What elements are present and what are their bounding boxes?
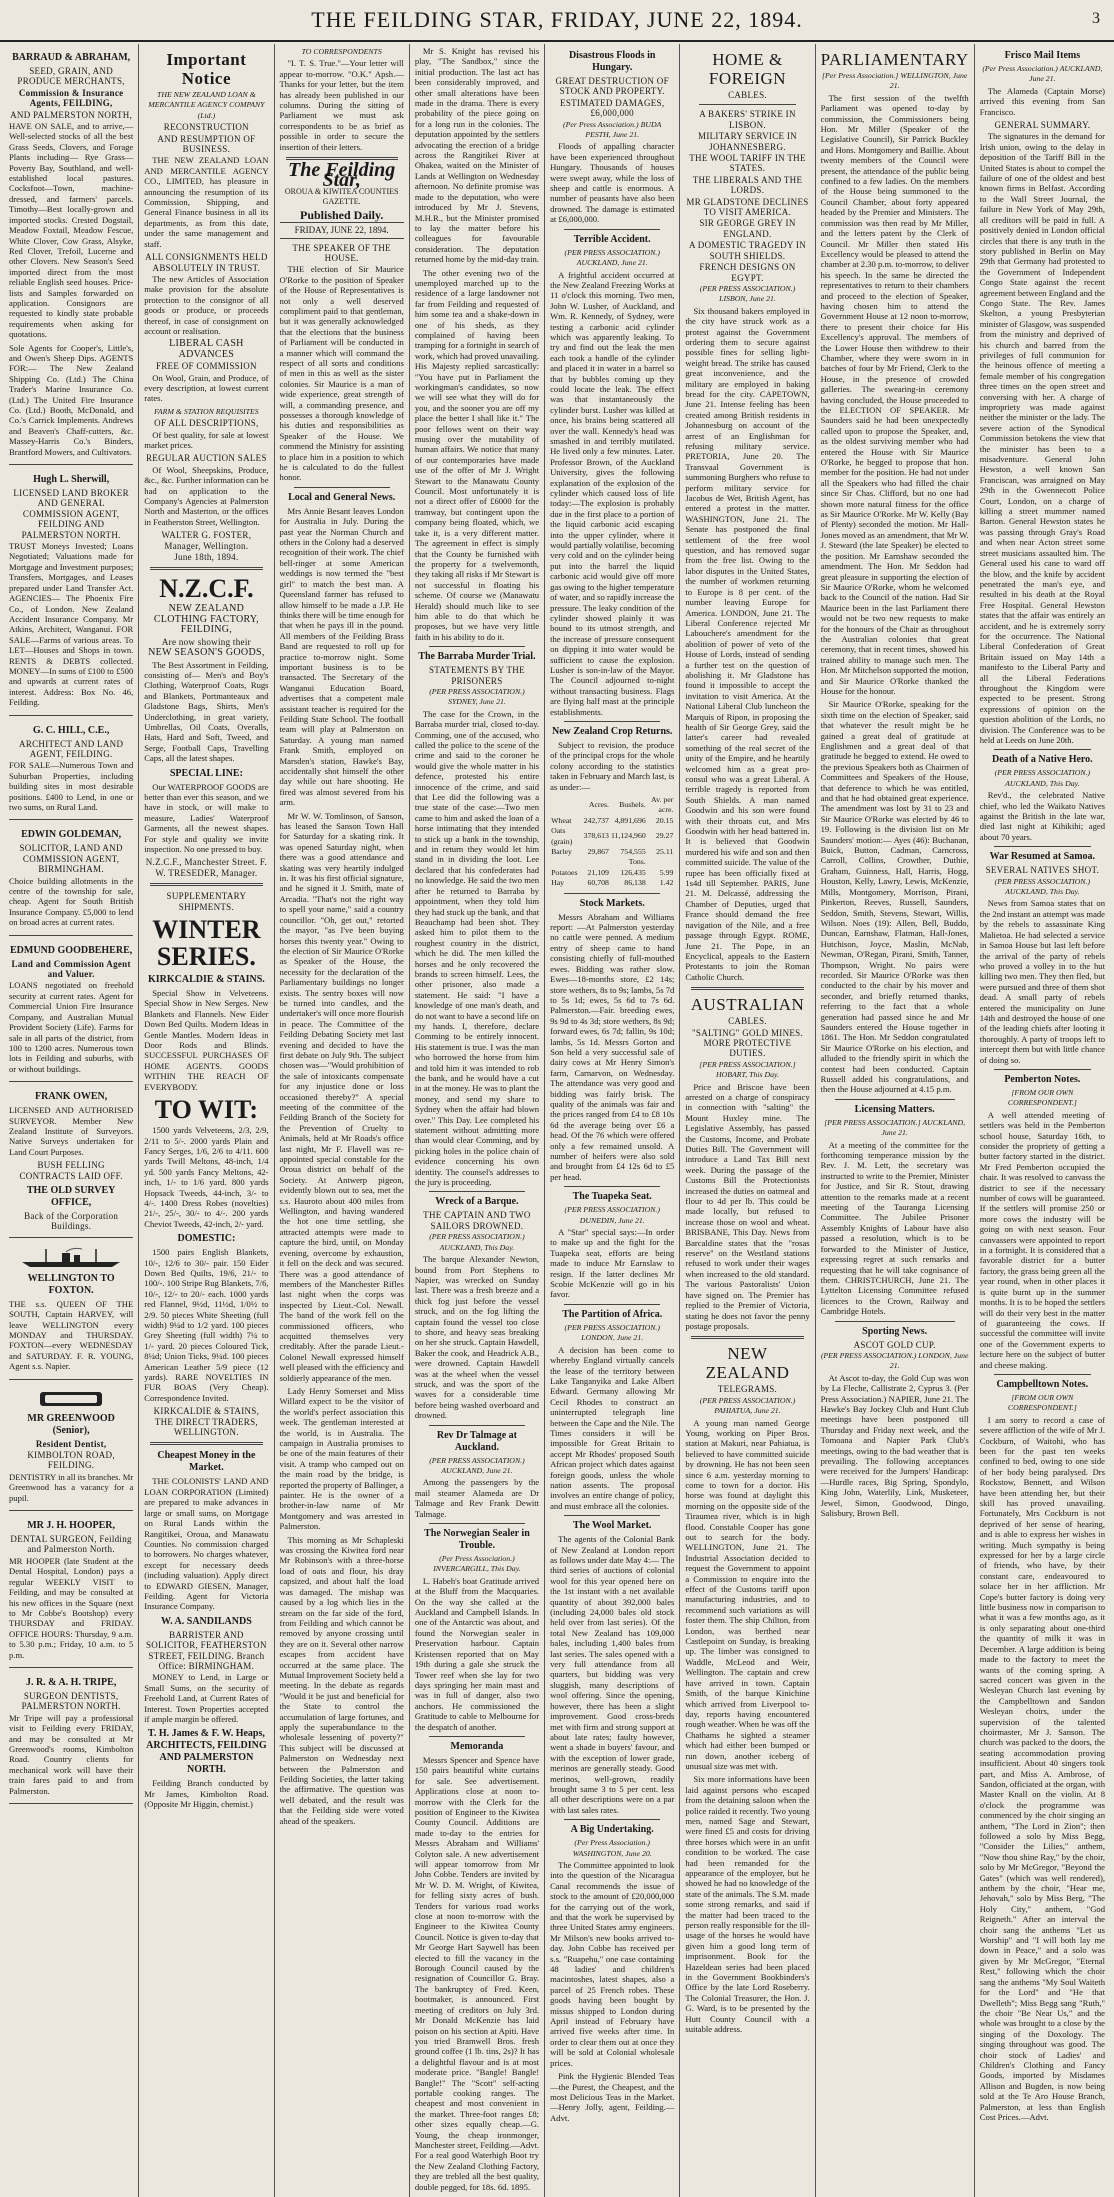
divider [835, 1099, 955, 1100]
pemberton-heading: Pemberton Notes. [1004, 1073, 1081, 1085]
ad-heading: Hugh L. Sherwill, [33, 474, 110, 486]
column-8 [975, 44, 1110, 2197]
divider [564, 1515, 660, 1516]
nz-sub: TELEGRAMS. [717, 1384, 778, 1395]
native-text: Rev'd., the celebrated Native chief, who led the Waikato Natives against the British in the late war, died last night at Kihikihi; aged about 70 years. [979, 790, 1105, 842]
divider [699, 104, 795, 105]
campbelltown-heading: Campbelltown Notes. [996, 1378, 1089, 1390]
press-tag: (PER PRESS ASSOCIATION.) DUNEDIN, June 21. [564, 1205, 660, 1225]
notice-text: The new Articles of Association make provision for the absolute protection to the consignor of all goods or produce, or proceeds thereof, in case of consignment on account or realisation. [144, 273, 269, 336]
notice-sub: AND RESUMPTION OF BUSINESS. [157, 133, 256, 155]
special-text: Our WATERPROOF GOODS are better than ever this season, and we have in stock, or will make to measure, Ladies' Waterproof Garments, all the newest shapes. For style and quality we invite inspection. No one pressed to buy. [144, 781, 269, 854]
summary-text: The signatures in the demand for Irish union, owing to the delay in deposition of the Tariff Bill in the United States is about to compel the failure of one of the oldest and best known firms in Belfast. According to the Wall Street Journal, the failure in New York of May 29th, all creditors will be paid in full. A positively denied in London official circles that there is any truth in the story published in Berlin on May 29th that Germany had protested to the Government of Independent Congo State against the recent agreement between England and the Congo State. The Rev. James Skelton, a young Presbyterian minister of Glasgow, was suspended from the ministry and deprived of his church and barred from the privileges of full communion for the heinous offence of meeting a female member of his congregation three times on the open street and conversing with her. A charge of impropriety was made against neither the minister or the lady. The severe action of the Synodical Commission betokens the view that the minister has been to a misadventure. General John Hewston, a well known San Franciscan, was arraigned on May 29th in the Gwennecott Police Court, London, on a charge of killing a street mummer named Barton. General Hewston states he was passing through Gray's Road and when near Acton street some street musicians assaulted him. The General used his cane to ward off the blow, and the knife by accident penetrated the man's eye, and resulted in his death at the Royal Free Hospital. General Hewston states that the affair was entirely an accident, and he is extremely sorry for the occurrence. The National Liberal Confederation of Great Britain issued on May 14th a manifesto to the Liberal Party and all the Liberal Federations throughout the Kingdom were expected to be present. Strong expressions of opinion on the question abolition of the Lords, no division. The Conference was to be held at Leeds on June 20th. [979, 131, 1105, 745]
ad-subheading: Commission & Insurance Agents, FEILDING, [18, 87, 124, 109]
divider [564, 721, 660, 722]
crop-cell: 21,109 [587, 867, 609, 877]
nz-text: A young man named George Young, working on Piper Bros. station at Makuri, near Pahiatua, is believed to have committed suicide by drowning. He has not been seen since 6 a.m. yesterday morning to come to town for a doctor. His horse was found at daylight this morning on the opposite side of the Tiraumea river, which is in high flood. Constable Cooper has gone out to search for the body. WELLINGTON, June 21. The Industrial Association decided to request the Government to appoint a Commission to enquire into the effect of the Customs tariff upon manufacturing industries, and to recommend such variations as will foster them. The ship Chilton, from London, was berthed near Castlepoint on Sunday, is breaking up. The limber was consigned to Waddle, McLeod and Weir, Wellington. The captain and crew have arrived in town. Captain Smith, of the barque Kinichine which arrived from Liverpool to-day, reports having encountered rough weather. When he was off the Chathams he sighted a steamer which had either been bumped or run down, another iceberg of unusual size was met with. [685, 1417, 810, 1771]
divider [429, 1191, 525, 1192]
steamship-icon [16, 1247, 126, 1269]
crop-cell: Oats (grain) [551, 826, 573, 846]
sandilands-heading: W. A. SANDILANDS [161, 1615, 252, 1627]
ad-subheading: ARCHITECT AND LAND AGENT, FEILDING. [19, 738, 124, 759]
editorial-text: THE election of Sir Maurice O'Rorke to the position of Speaker of the House of Representatives is not only a well deserved compliment paid to that gentleman, but it was generally acknowledged that the elections that the business of Parliament will be conducted in a manner which will command the respect of all sorts and conditions of men in this as well as the sister colonies. Sir Maurice is a man of wide experience, great strength of will, a commanding presence, and possesses a thorough knowledge of his duties and responsibilities as Speaker of the House. We commend the Ministry for assisting to place him in a position to which he is calculated to do the fullest honor. [279, 264, 404, 483]
ad-text: TRUST Moneys Invested; Loans Negotiated; Valuations made for Mortgage and Investment purposes; Transfers, Mortgages, and Leases prepared under Land Transfer Act. AGENCIES— The Phoenix Fire Co., of London. New Zealand Accident Insurance Company. Mr Atkins, Architect, Wanganui. FOR SALE—Farms of various areas. To LET—Houses and Shops in town. RENTS & DEBTS collected. MONEY—In sums of £100 to £500 and upwards at current rates of interest. Address: Box No. 46, Feilding. [9, 541, 134, 708]
ad-owen [9, 1085, 133, 1238]
nzcf-text: The Best Assortment in Feilding, consisting of— Men's and Boy's Clothing, Waterproof Coats, Rugs and Blankets, Portmanteaux and Gladstone Bags, Shirts, Men's Underclothing, in great variety, Umbrellas, Oil Coats, Overalls, Hats, Hard and Soft, Tweed, and Serge, Football Caps, Travelling Caps, all the latest shapes. [144, 659, 269, 764]
notice-sub: FREE OF COMMISSION [155, 361, 257, 372]
crop-cell: 20.15 [655, 815, 674, 825]
ad-subheading: Resident Dentist, [35, 1438, 107, 1449]
barraba-sub: STATEMENTS BY THE PRISONERS [429, 665, 525, 686]
divider [564, 1304, 660, 1305]
nz-text: Six more informations have been laid against persons who escaped from the detaining saloon when the police raided it recently. Two young men, named Sage and Stewart, were fined £5 and costs for driving three horses which were in an unfit condition to be worked. The case had been remanded for the appearance of the employer, but he showed he had no knowledge of the state of the animals. The S.M. made some strong remarks, and said if the matter had been traced to the person really responsible for the ill-usage of the horses he would have given him a good long term of imprisonment. Book for the Hazeldean series had been placed in the Government Bookbinders's Office by the late Lord Roseberry. The Colonial Treasurer, the Hon. J. G. Ward, is to be presented by the Hutt County Council with a suitable address. [685, 1774, 810, 2035]
crop-cell: 4,891,696 [614, 815, 646, 825]
divider [150, 567, 262, 570]
cables-text: Six thousand bakers employed in the city have struck work as a protest against the Government ordering them to secure against possible fines for selling light-weight bread. The strike has caused great inconvenience, and the military are employed in baking bread for the city. CAPETOWN, June 21. Intense feeling has been created among British residents in Johannesburg on account of the arrest of an Englishman for refusing military service. PRETORIA, June 20. The Transvaal Government is summoning Burghers who refuse to perform military service for Jacobus de Wet, British Agent, has entered a protest in the matter. WASHINGTON, June 21. The Senate has postponed the final settlement of the free wool question, and has removed sugar from the free list. Owing to the labor disputes in the United States, the number of workmen returning to Europe is 8 per cent. of the number leaving Europe for America. LONDON, June 21. The Liberal Conference rejected Mr Labouchere's amendment for the abolition of power of veto of the House of Lords, instead of sending a further test on the question of abolishing it. Mr Gladstone has found it impossible to accept the invitation to visit America. At the National Liberal Club luncheon the Marquis of Ripon, in proposing the health of Sir George Grey, said the latter's career had revealed something of the real secret of the unity of the Empire, and he heartily welcomed him as a great pro-consul who was a great Liberal. A terrible tragedy is reported from South Shields. A man named Goodwin and his son were found with their throats cut, and Mrs Goodwin with her head battered in. It is believed that Goodwin murdered his wife and son and then committed suicide. The value of the rupee has been officially fixed at 1s4d till September. PARIS, June 21. M. Delcassé, addressing the Chamber of Deputies, urged that France should demand the free navigation of the Nile, and a free passage through Egypt. ROME, June 21. The Pope, in an Encyclical, appeals to the Eastern Protestants to join the Roman Catholic Church. [685, 305, 810, 982]
table-row [550, 847, 674, 857]
press-tag: (Per Press Association.) WASHINGTON, June 20. [572, 1838, 652, 1858]
mail-heading: Frisco Mail Items [1004, 50, 1081, 61]
ad-text: MR HOOPER (late Student at the Dental Hospital, London) pays a regular WEEKLY VISIT to Feilding, and may be consulted at his new offices in the Square (next to Mr Cobbe's Bootshop) every THURSDAY and FRIDAY. OFFICE HOURS: Thursday, 9 a.m. to 5.30 p.m.; Friday, 10 a.m. to 5 p.m. [9, 1555, 134, 1660]
notice-text: Of Wool, Sheepskins, Produce, &c., &c. Further information can be had on application to the Company's Agencies at Palmerston North and Masterton, or the offices in Featherston Street, Wellington. [144, 464, 269, 527]
crop-cell [647, 857, 675, 867]
accident-text: A frightful accident occurred at the New Zealand Freezing Works at 11 o'clock this morning. Two men, John W. Lusher, of Auckland, and Wm. R. Kennedy, of Sydney, were testing a carbonic acid cylinder which was apparently leaking. To try and find out the leak the men each took a handle of the cylinder and placed it in water in a barrel so that by bubbles coming up they could locate the leak. The effect was that instantaneously the cylinder burst. Lusher was killed at once, his brains being scattered all over the wall. Kennedy's head was smashed in and terribly mutilated. He lived only a few minutes. Later. Professor Brown, of the Auckland University, gives the following explanation of the explosion of the cylinder which caused loss of life today:—The explosion is probably due in the first place to a portion of the liquid carbonic acid escaping into the upper cylinder, where it would partially volatilise, becoming very cold and on the cylinder being put into the barrel the liquid carbonic acid would give off more gas owing to the higher temperature of water, and so rapidly increase the pressure. The leaky condition of the cylinder showed plainly it was bound to its utmost strength, and the increase of pressure consequent on dipping it into water would be sufficient to cause the explosion. Lusher is son-in-law of the Mayor. The Council adjourned to-night without transacting business. Flags are flying half mast at the principle establishments. [550, 269, 675, 717]
crop-cell: 126,435 [620, 867, 646, 877]
notice-sub: LIBERAL CASH ADVANCES [169, 338, 244, 360]
cheap-money-heading: Cheapest Money in the Market. [157, 1450, 256, 1474]
paper-title: The Feilding Star, [288, 159, 396, 192]
talmage-heading: Rev Dr Talmage at Auckland. [436, 1429, 517, 1453]
cable-line: MILITARY SERVICE IN JOHANNESBERG. [698, 131, 797, 152]
divider [429, 646, 525, 647]
pemberton-text: A well attended meeting of settlers was held in the Pemberton school house, Saturday 16th, to consider the propriety of getting a butter factory started in the district. Mr Fred Pemberton occupied the chair. It was resolved to canvass the district to see if the necessary number of cows will be guaranteed. If the settlers will promise 250 or more cows the industry will be going on with next season. Four canvassers were appointed to report in a fortnight. It is considered that a favorable district for a butter factory, the grass being green all the year round, when in other places it is quite burnt up in the summer months. It is to be hoped the settlers will do their very best in the matter of guaranteeing the cows. If successful the committee will invite one of the Government experts to lecture here on the subject of butter and cheese making. [979, 1109, 1105, 1370]
ad-subheading: Land and Commission Agent and Valuer. [11, 958, 131, 980]
press-tag: (PER PRESS ASSOCIATION.) LISBON, June 21. [699, 283, 796, 304]
barraba-heading: The Barraba Murder Trial. [418, 651, 536, 663]
press-tag: [PER PRESS ASSOCIATION.] AUCKLAND, June 21. [824, 1117, 966, 1138]
ad-note: BUSH FELLING CONTRACTS LAID OFF. [19, 1160, 123, 1181]
cable-line: THE WOOL TARIFF IN THE STATES. [689, 153, 806, 174]
floods-heading: Disastrous Floods in Hungary. [568, 50, 656, 73]
press-tag: (PER PRESS ASSOCIATION.) AUCKLAND, This Day. [994, 876, 1091, 897]
masthead-title: THE FEILDING STAR, FRIDAY, JUNE 22, 1894. [311, 7, 803, 32]
wool-text: The agents of the Colonial Bank of New Zealand at London report as follows under date May 4:— The third series of auctions of colonial wool for this year opened here on the 1st instant with a net available quantity of about 392,000 bales (including 24,000 bales old stock held over from last series). Of the total New Zealand has 109,000 bales, including 1,400 bales from last series. The sales opened with a very full attendance from all quarters, but bidding was very sluggish, many descriptions of wool offering. Since the opening, however, there has been a slight improvement. Good cross-breds met with firm and strong support at about late rates; faulty however, went a shade in buyers' favour, and with the exception of lower grade, merinos are generally steady. Good merinos, well-grown, readily brought same 3 to 5 per cent. less all other descriptions were on a par with last sales rates. [550, 1534, 675, 1815]
divider [564, 1186, 660, 1187]
memoranda-heading: Memoranda [450, 1740, 504, 1752]
notice-sub: OF ALL DESCRIPTIONS, [154, 418, 259, 429]
floods-text: Floods of appalling character have been experienced throughout Hungary. Thousands of houses were swept away, while the loss of sheep and cattle is enormous. A number of peasants have also been drowned. The damage is estimated at £6,000,000. [550, 141, 675, 225]
local-news-heading: Local and General News. [288, 491, 396, 503]
mail-text: The Alameda (Captain Morse) arrived this evening from San Francisco. [979, 85, 1105, 117]
ad-heading: EDMUND GOODBEHERE, [10, 944, 133, 956]
table-row [550, 857, 674, 867]
crop-cell [550, 857, 583, 867]
divider [994, 846, 1091, 847]
crop-cell: 60,708 [587, 878, 609, 888]
ad-subheading: DENTAL SURGEON, Feilding and Palmerston North. [10, 1534, 132, 1555]
australian-text: Price and Briscoe have been arrested on a charge of conspiracy in connection with "salting" the Mount Huxley mine. The Legislative Assembly, has passed the Customs, Income, and Probate Duties Bill. The Government will introduce a Land Tax Bill next week. During the passage of the Customs Bill the Protectionists increased the duties on oatmeal and flour to 4d per lb. This could be made locally, but refused to increase those on wool and wheat. BRISBANE, This Day. News from Barcaldine states that the "rosas reserve" on the Westland stations refused to work under their wages when increased to the old standard. The various Pastoralists' Union have signed on. The Premier has replied to the Premier of Victoria, stating he does not favor the penny postage proposals. [685, 1081, 810, 1331]
ad-goldeman [9, 823, 133, 935]
nzcf-sub: NEW ZEALAND CLOTHING FACTORY, FEILDING, [153, 603, 259, 636]
cable-line: FRENCH DESIGNS ON EGYPT. [699, 262, 796, 283]
press-tag: (PER PRESS ASSOCIATION.) LONDON, June 21. [820, 1350, 969, 1371]
paper-subtitle: OROUA & KIWITEA COUNTIES GAZETTE. [284, 186, 399, 207]
notice-signature: WALTER G. FOSTER, Manager, Wellington. [161, 530, 252, 551]
cable-line: MR GLADSTONE DECLINES TO VISIT AMERICA. [686, 196, 809, 218]
press-tag: (PER PRESS ASSOCIATION.) AUCKLAND, This Day. [429, 1232, 525, 1252]
memoranda-text: Messrs Spencer and Spence have 150 pairs beautiful white curtains for sale. See advertisement. Applications close at noon to-morrow with the Clerk for the position of Engineer to the Kiwitea County Council. Additions are made to-day to the entries for Messrs Abraham and Williams' Colyton sale. A new advertisement will appear tomorrow from Mr John Cobbe. Tenders are invited by Mr W. D. M. Wright, of Kiwitea, for felling sixty acres of bush. Tenders for various road works close at noon to-morrow with the Engineer to the Kiwitea County Council. Notice is given to-day that Mr George Hart Saywell has been elected to fill the vacancy in the Borough Council caused by the resignation of Councillor G. Bray. The bankruptcy of Fred. Keen, bootmaker, is announced. First meeting of creditors on July 3rd. Mr Donald McKenzie has laid poison on his section at Apiti. Have you tried Bramwell Bros. fresh ground coffee (1 lb. tins, 2s)? It has a delightful flavour and is at most moderate price. "Bangle! Bangle! Bangle!" The "Scott" self-acting portable cooking ranges. The cheapest and most convenient in the market. Three-foot ranges £8; other sizes equally cheap.—G. Young, the cheap ironmonger, Manchester street, Feilding.—Advt. For a real good Waterhigh Boot try the New Zealand Clothing Factory, they are trebled all the best quality, double pegged, for 18s. 6d. 1895. [414, 1754, 540, 2192]
nzcf-sub: Are now showing their [161, 636, 251, 647]
table-row [550, 878, 674, 888]
talmage-text: Among the passengers by the mail steamer Alameda are Dr Talmage and Rev Frank Dewitt Talmage. [414, 1477, 540, 1519]
ad-text: Choice building allotments in the centre of the township for sale, cheap. Agent for South British Insurance Company. £5,000 to lend on broad acres at current rates. [9, 875, 134, 928]
ad-subheading: SURGEON DENTISTS, PALMERSTON NORTH. [21, 1690, 121, 1712]
crop-cell: 25.11 [656, 847, 674, 857]
ad-text: DENTISTRY in all its branches. Mr Greenwood has a vacancy for a pupil. [9, 1471, 134, 1503]
undertaking-heading: A Big Undertaking. [570, 1824, 654, 1836]
parliamentary-text: Sir Maurice O'Rorke, speaking for the sixth time on the election of Speaker, said that whatever the result might be he gained a great deal of gratitude at Englishmen and a great deal of that gratitude he begged to extend. He owed to the previous Speakers both as Chairmen of Committees and Speakers of the House, that deference to which he was entitled, and that he had obtained great experience. The amendment was lost by 31 to 23 and Sir Maurice O'Rorke was elected by 46 to 19. Following is the division list on Mr Saunders' motion:— Ayes (46): Buchanan, Buick, Button, Cadman, Carncross, Carroll, Collins, Crowther, Duthie, Graham, Guinness, Hall, Harris, Hogg, Houston, Kelly, Lawry, Lewis, McKenzie, Mills, Montgomery, Morrison, Pirani, Pinkerton, Reeves, Russell, Saunders, Seddon, Smith, Stevens, Stewart, Willis, Wilson. Noes (19): Allen, Bell, Buddo, Duncan, Earnshaw, Flatman, Hall-Jones, Hutchison, Joyce, Maslin, McNab, Newman, O'Regan, Pirani, Smith, Tanner, Thompson, Wright. No pairs were recorded. Sir Maurice O'Rorke was then conducted to the chair by his mover and seconder, and briefly returned thanks, referring to the fact that a whole generation had passed since he and Mr Saunders entered the House together in 1861. The Hon. Mr Seddon congratulated Sir Maurice O'Rorke on his election, and alluded to the friendly spirit in which the contest had been conducted. Captain Russell added his congratulations, and then the House adjourned at 4.15 p.m. [820, 699, 969, 1095]
crop-cell: Barley [551, 847, 572, 857]
architects-text: Feilding Branch conducted by Mr James, Kimbolton Road. (Opposite Mr Higgin, chemist.) [144, 1778, 269, 1810]
domestic-heading: DOMESTIC: [177, 1233, 236, 1245]
ad-text: LICENSED AND AUTHORISED SURVEYOR. Member New Zealand Institute of Surveyors. Native Surveys undertaken for Land Court Purposes. [9, 1105, 134, 1157]
local-news-text: Mrs Annie Besant leaves London for Australia in July. During the past year the Norman Church and others in the Colony had a deserved recognition of their work. The chief bell-ringer at some American weddings is now termed the "best girl" to match the best man. A Queensland farmer has refused to allow himself to be made a J.P. He thinks there will be time enough for that when he pays ill in the pound. All members of the Feilding Brass Band are requested to roll up for practice to-morrow night. Some important business is to be transacted. The Secretary of the Wanganui Education Board, advertises that a competent male assistant teacher is required for the Feilding State School. The football team will play at Palmerston on Saturday. A young man named Frank Smith, employed on Marsden's station, Hawke's Bay, accidentally shot himself the other day while out hare shooting. He fired was almost severed from his arm. [279, 505, 404, 808]
accident-heading: Terrible Accident. [573, 233, 651, 245]
cable-line: SIR GEORGE GREY IN ENGLAND. [699, 218, 796, 239]
divider [691, 1336, 803, 1339]
ad-heading: FRANK OWEN, [35, 1091, 108, 1103]
cable-line: A DOMESTIC TRAGEDY IN SOUTH SHIELDS. [688, 240, 807, 261]
press-tag: (PER PRESS ASSOCIATION.) AUCKLAND, June 21. [429, 1455, 525, 1475]
press-tag: [PER PRESS ASSOCIATION.] HOBART, This Day. [699, 1059, 796, 1080]
local-news-text: Lady Henry Somerset and Miss Willard expect to be the visitor of the world's perfect association this week. The gentleman interested at the world, is in Australia. The campaign in Australia promises to be one of the main features of their visit. A tramp who camped out on the main road by the bridge, is reported the property of Ballinger, a painter. He is the owner of a brother-in-law name of Mr Montgomery and was arrested in Palmerston. [279, 1385, 404, 1532]
australian-heading: AUSTRALIAN [690, 995, 805, 1015]
table-row [550, 868, 674, 878]
ad-hill [9, 719, 133, 821]
campbelltown-text: I am sorry to record a case of severe affliction of the wife of Mr J. Cockburn, of Waitohi, who has been for the past ten weeks confined to bed, owing to one side of her body being paralysed. Drs Rockstow, Bennett, and Wilson have been attending her, but their skill has proved unavailing. Fortunately, Mrs Cockburn is not deprived of her sense of hearing, and is able to express her wishes in writing. Much sympathy is being expressed for her by a large circle of friends, who have, by their constant care, endeavoured to solace her in her affliction. Mr Cope's butter factory is doing very little business now in comparison to what it was a few months ago, as it is only separating about one-third the quantity of milk it was in December. A large addition is being made to the factory to meet the wants of the coming spring. A sacred concert was given in the Wesleyan Church last evening by the Campbelltown and Sandon Wesleyan choirs, under the supervision of the talented choirmaster, Mr J. Sanson. The church was packed to the doors, the seating accommodation proving insufficient. About 40 singers took part, and Miss A. Ambrose, of Sandon, officiated at the organ, with Master Knall on the violin. At 8 o'clock the programme was commenced by the choir singing an anthem, "The Lord in Zion"; then followed a solo by Miss Begg, "Consider the Lilies," anthem, "Now thou shine Ray," by the choir, solo by Mr McGregor, "Beyond the Gates" (which was well rendered), anthem by the choir, "Hear me, Jehovah," solo by Miss Berg, "The Holy City," anthem, "God Reigneth." After an interval the choir sang the anthems "Let us Worship" and "I will both lay me down in Peace," and a solo was given by Mr McGregor, "Eternal Rest," following which the choir sang the anthems "My Soul Waiteth for the Lord" and "He that Dwelleth"; Miss Begg sang "Ruth," the choir "Be Near Us," and the whole was brought to a close by the singing of the Doxology. The singing throughout was good. The choir stock of Ladies' and Children's Clothing and Fancy Goods, imported by Misdames Allison and Bugden, is now being sold at the Te Aro House Branch, Palmerston, at less than English Cost Prices.—Advt. [979, 1414, 1105, 2122]
sporting-text: At Ascot to-day, the Gold Cup was won by La Fleche, Callistrate 2, Cyprus 3. (Per Press Association.) NAPIER, June 21. The Hawke's Bay Jockey Club and Hunt Club meetings have been postponed till Thursday and Friday next week, and the Tomoana and Napier Park Club's meetings, owing to the bad weather that is prevailing. The following acceptances were received for the Jumpers' Handicap:—Hurdle races, Big Spring, Spondylo, King John, Waterlily, Link, Musketeer, Jewel, Simon, Goodwood, Dingo, Salisbury, Brown Bell. [820, 1372, 969, 1519]
column-5 [545, 44, 680, 2197]
sporting-heading: Sporting News. [862, 1325, 928, 1337]
crop-header-cell: Bushels. [619, 800, 646, 810]
masthead [0, 0, 1114, 42]
ad-heading: EDWIN GOLDEMAN, [21, 829, 122, 841]
sporting-sub: ASCOT GOLD CUP. [853, 1339, 936, 1350]
norwegian-text: L. Habeh's boat Gratitude arrived at the Bluff from the Macquaries. On the way she called at the Auckland and Campbell Islands. In one of the Antarctic was about, and found the Norwegian sealer in Preservation harbour. Captain Kristensen reported that on May 19th during a gale she struck the Tower reef when she lay for two days springing her main mast and was in full of danger, also two anchors. He commissioned the Gratitude to cable to Melbourne for the despatch of another. [414, 1575, 540, 1732]
to-wit-heading: TO WIT: [154, 1095, 259, 1125]
kirkcaldie-heading: KIRKCALDIE & STAINS. [148, 974, 265, 986]
crop-cell: 242,737 [583, 815, 609, 825]
samoa-text: News from Samoa states that on the 2nd instant an attempt was made by the rebels to assassinate King Malietoa. He had selected a service in Samoa House but last left before the arrival of the party of rebels who proved a volley in to the hut killing two men. They then fled, but were pursued and three of them shot dead. A small party of rebels entered the municipality on June 14th and destroyed the house of one of the leading chiefs after looting it thoroughly. A party of troops left to intercept them but with little chance of doing so. [979, 898, 1105, 1065]
column-1 [4, 44, 139, 2197]
stock-text: Messrs Abraham and Williams report: —At Palmerston yesterday no cattle were penned. A medium entry of sheep came to hand consisting chiefly of full-mouthed ewes. Bidding was rather slow. Ewes—18-months store, £2 14s; store wethers, 8s to 9s; lambs, 5s 7d to 5s 1d; ewes, 5s 6d to 7s 6d. Palmerston.—Fair. breeding ewes, 9s 9d to 4s 3d; store wethers, 8s 9d; forward ewes, 6s 7d; fallin, 9s 10d; lambs, 5s 1d. Messrs Gorton and Son held a very successful sale of dairy cows at Mr Henry Simon's farm, Carnarvon, on Wednesday. The attendance was very good and bidding was fairly brisk. The quality of the animals was fair and the prices ranged from £4 to £8 10s 6d the average being over £6 a head. Of the 76 which were offered only a few remained unsold. A number of heifers were also sold and brought from £4 12s 6d to £5 per head. [550, 911, 675, 1182]
crop-cell: 378,613 [583, 831, 609, 841]
crop-cell: 86,138 [624, 878, 646, 888]
press-tag: (PER PRESS ASSOCIATION.) AUCKLAND, This Day. [994, 768, 1091, 788]
cable-line: A BAKERS' STRIKE IN LISBON. [699, 109, 796, 130]
tuapeka-heading: The Tuapeka Seat. [572, 1191, 652, 1203]
divider [994, 749, 1091, 750]
page-number: 3 [1092, 10, 1100, 27]
advert-text: Pink the Hygienic Blended Teas—the Purest, the Cheapest, and the most Delicious Teas in the Market.—Henry Jolly, agent, Feilding.—Advt. [550, 2071, 675, 2123]
notice-sub: RECONSTRUCTION [163, 122, 249, 133]
correspondents-text: "I. T. S. True."—Your letter will appear to-morrow. "O.K." Apsh.—Thanks for your letter, but the item has already been published in our columns. During the sitting of Parliament we must ask correspondents to be as brief as possible in order to secure the insertion of their letters. [279, 58, 404, 152]
crop-header-cell: Av. per acre. [651, 795, 674, 815]
ad-barraud [9, 46, 133, 465]
paper-date: FRIDAY, JUNE 22, 1894. [280, 222, 404, 238]
ad-text: Mr Tripe will pay a professional visit to Feilding every FRIDAY, and may be consulted at Mr Greenwood's rooms, Kimbolton Road. Country clients for mechanical work will have their train fares paid to and from Palmerston. [9, 1712, 134, 1796]
ad-text: Sole Agents for Cooper's, Little's, and Owen's Sheep Dips. AGENTS FOR:— The New Zealand Shipping Co. (Ltd.) The China Trader's Marine Insurance Co. (Ltd.) The United Fire Insurance Co. (Ltd.) Booth, McDonald, and Co.'s Carrick Implements. Andrews and Beaven's Chaff-cutters, &c. Massey-Harris Co.'s Binders, Brantford Mowers, and Cultivators. [9, 342, 134, 457]
crop-cell: 5.99 [659, 867, 674, 877]
ad-greenwood [9, 1383, 133, 1511]
crop-table [550, 795, 674, 889]
nzcf-goods: NEW SEASON'S GOODS, [148, 647, 265, 659]
ad-subheading: KIMBOLTON ROAD, FEILDING. [27, 1450, 115, 1471]
crop-cell: Wheat [551, 815, 572, 825]
columns [4, 44, 1110, 2192]
paper-published: Published Daily. [299, 207, 384, 222]
ad-heading: MR J. H. HOOPER, [27, 1520, 116, 1532]
notice-sub: FARM & STATION REQUISITES [154, 406, 259, 416]
licensing-text: At a meeting of the committee for the forthcoming temperance mission by the Rev. J. M. Lett, the secretary was instructed to write to the Premier, Minister for Justice, and Sir R. Stout, drawing attention to the remarks made at a recent meeting of the Tauranga Licensing Committee. The Jubilee Prisoner Assembly Knights of Labour have also passed a resolution, which is to be forwarded to the Minister of Justice, expressing regret at such remarks and requesting that he will take cognisance of them. CHRISTCHURCH, June 21. The Lyttelton Licensing Committee refused licences to the Crown, Railway and Cambridge Hotels. [820, 1139, 969, 1317]
press-tag: [Per Press Association.] WELLINGTON, June 21. [821, 71, 968, 91]
notice-heading: Important Notice [166, 50, 247, 88]
ad-subheading: SOLICITOR, LAND AND COMMISSION AGENT, BIRMINGHAM. [19, 843, 123, 875]
licensing-heading: Licensing Matters. [854, 1103, 935, 1115]
ad-subheading: AND PALMERSTON NORTH, [10, 109, 133, 120]
dentist-sign-icon [36, 1389, 106, 1409]
crop-heading: New Zealand Crop Returns. [552, 725, 673, 737]
barque-heading: Wreck of a Barque. [435, 1196, 519, 1208]
barque-text: The barque Alexander Newton, bound from Port Stephens to Napier, was wrecked on Sunday last. There was a fresh breeze and a thick fog just before the vessel struck, and on the fog lifting the captain found the vessel too close to shore, and heavy seas breaking on her she struck. Captain Hawdell, Baker the cook, and Headrick A.B., were drowned. Captain Hawdell was at the wheel when the vessel struck, and was the sport of the waves for a considerable time before being washed overboard and drowned. [414, 1254, 540, 1421]
divider [994, 1374, 1091, 1375]
correspondents-heading: TO CORRESPONDENTS [301, 47, 382, 56]
barraba-text: The case for the Crown, in the Barraba murder trial, closed to-day. Comming, one of the accused, who called the police to the scene of the crime and said to the coroner he would give the whole matter in his defence, protested his entire innocence of the crime, and said that Lee did the following was a true state of the case:—Two men came to him and asked the loan of a horse intimating that they intended to stick up a bank in the township, and in return they would let him stand in in dividing the loot. Lee declared that his confederates had no knowledge. He said the two men after he returned to Barraba by appointment, when they told him they had stuck up the bank, and that Beauchamp had been shot. They asked him to pilot them to the roughest country in the district, which he did. The men killed the horses and he only recovered the brands to screen himself. Lees, the other prisoner, also made a statement. He said: "I have a knowledge of one man's death, and do not want to have a second life on my hands. I, therefore, declare Comming to be entirely innocent. His statement is true. I was the man who borrowed the horse from him and told him it was intended to rob the bank, and he would have a cut in at the money. He was to plant the money, and send my share to Sydney when the affair had blown over." This Day. Lee completed his statement without admitting more than would clear Comming, and by picking holes in the police chain of evidence concerning his own identity. The counsel's addresses to the jury is proceeding. [414, 708, 540, 1188]
press-tag: [FROM OUR OWN CORRESPONDENT.] [1007, 1087, 1077, 1108]
divider [564, 1819, 660, 1820]
floods-sub: GREAT DESTRUCTION OF STOCK AND PROPERTY. [555, 76, 669, 97]
ad-goodbehere [9, 939, 133, 1082]
press-tag: (Per Press Association.) AUCKLAND, June 21. [982, 64, 1103, 84]
africa-heading: The Partition of Africa. [562, 1308, 663, 1320]
ad-heading: BARRAUD & ABRAHAM, [12, 52, 131, 63]
news-text: Mr S. Knight has revised his play, "The Sandbox," since the initial production. The last act has been considerably improved, and other small alterations have been made in the drama. There is every probability of the piece going on for a long run in the colonies. The deputation appointed by the settlers advocating the erection of a bridge across the Rangitikei River at Ohakea, waited on the Minister of Lands at Wellington on Wednesday afternoon. No definite promise was made to the deputation, who were introduced by Mr J. Stevens, M.H.R., but the Minister promised to lay the matter before his colleagues for favourable consideration. The deputation returned home by the mid-day train. [414, 46, 540, 265]
stock-heading: Stock Markets. [579, 897, 645, 909]
notice-text: On Wool, Grain, and Produce, of every description, at lowest current rates. [144, 372, 269, 404]
ad-subheading: LICENSED LAND BROKER AND GENERAL COMMISSION AGENT, FEILDING AND PALMERSTON NORTH. [13, 488, 129, 540]
crop-cell: Tons. [628, 857, 646, 867]
summary-heading: GENERAL SUMMARY. [994, 120, 1091, 131]
press-tag: [FROM OUR OWN CORRESPONDENT.] [1007, 1392, 1077, 1413]
notice-date: June 18th, 1894. [174, 552, 239, 563]
architects-heading: T. H. James & F. W. Heaps, ARCHITECTS, FEILDING AND PALMERSTON NORTH. [146, 1728, 267, 1776]
ad-heading: WELLINGTON TO FOXTON. [27, 1272, 115, 1296]
crop-cell: 29.27 [655, 831, 674, 841]
notice-sub: ALL CONSIGNMENTS HELD ABSOLUTELY IN TRUST. [145, 252, 268, 273]
floods-sub: ESTIMATED DAMAGES, £6,000,000 [560, 97, 665, 119]
news-text: The other evening two of the unemployed marched up to the residence of a large landowner not far from Feilding and requested of him some tea and a shake-down in one of his sheds, as they complained of having been tramping for a fortnight in search of work, which had proved unavailing. His Majesty replied sarcastically: "You have put in Parliament the workingman's candidates, so now we will see what they will do for you, and the sooner you are off my place the better I shall like it." The poor fellows went on their way musing over the mutability of human affairs. We notice that many of our contemporaries have made use of the offer of Mr J. Wright Stewart to the Manawatu County Council. Most unfortunately it is not a direct offer of £6000 for the tramway, but contingent upon the company being floated, which, we take it, is a very different matter. The agreement in effect is simply that the County be furnished with the property for a twelvemonth, they taking all risks if Mr Stewart is not successful in floating his scheme. Of course we (Manawatu Herald) should much like to see him able to do that which he proposes, but we have very little faith in his ability to do it. [414, 267, 540, 642]
crop-cell: Hay [551, 878, 565, 888]
press-tag: (Per Press Association.) BUDA PESTH, June 21. [563, 119, 662, 140]
crop-text: Subject to revision, the produce of the principal crops for the whole colony according to the statistics taken in February and March last, is as under:— [550, 739, 675, 792]
press-tag: (PER PRESS ASSOCIATION.) SYDNEY, June 21. [429, 686, 525, 707]
home-foreign-sub: CABLES. [728, 90, 767, 100]
notice-text: THE NEW ZEALAND LOAN AND MERCANTILE AGENCY CO., LIMITED, has pleasure in announcing the resumption of its Commission, Shipping, and General Finance business in all its departments, as from this date, under the same management and staff. [144, 155, 269, 249]
crop-cell: 11,124,960 [610, 831, 646, 841]
native-heading: Death of a Native Hero. [992, 754, 1093, 766]
nzcf-signature: N.Z.C.F., Manchester Street. F. W. TRESEDER, Manager. [145, 857, 268, 878]
special-heading: SPECIAL LINE: [169, 767, 243, 779]
colonists-text: THE COLONISTS' LAND AND LOAN CORPORATION (Limited) are prepared to make advances in large or small sums, on Mortgage on Rural Lands within the Rangitikei, Oroua, and Manawatu Counties. No commission charged to borrowers. No charges whatever, except for necessary deeds (including valuation). Apply direct to EDWARD GIESEN, Manager, Feilding. Agent for Victoria Insurance Company. [144, 1476, 269, 1612]
ad-text: LOANS negotiated on freehold security at current rates. Agent for Commercial Union Fire Insurance Company, and Australian Mutual Provident Society (Life). Farms for sale in all parts of the district, from 100 to 1200 acres. Numerous town lots in Feilding and suburbs, with or without buildings. [9, 980, 134, 1074]
wool-heading: The Wool Market. [573, 1520, 652, 1532]
home-foreign-heading: HOME & FOREIGN [708, 50, 787, 88]
column-6 [680, 44, 815, 2197]
ad-hooper [9, 1514, 133, 1668]
ad-heading: G. C. HILL, C.E., [32, 724, 110, 736]
divider [691, 987, 803, 990]
samoa-sub: SEVERAL NATIVES SHOT. [985, 865, 1100, 876]
ad-heading: THE OLD SURVEY OFFICE, [26, 1184, 116, 1208]
crop-cell: Potatoes [551, 867, 578, 877]
winter-heading: WINTER SERIES. [152, 915, 261, 972]
editorial-heading: THE SPEAKER OF THE HOUSE. [292, 242, 391, 263]
column-3 [275, 44, 410, 2197]
nz-heading: NEW ZEALAND [705, 1344, 790, 1383]
norwegian-heading: The Norwegian Sealer in Trouble. [424, 1528, 530, 1552]
crop-cell: 754,555 [620, 847, 646, 857]
divider [429, 1736, 525, 1737]
divider [294, 487, 390, 488]
crop-table-header [550, 795, 674, 816]
ad-subheading: SEED, GRAIN, AND PRODUCE MERCHANTS, [17, 66, 125, 87]
to-wit-text: 1500 yards Velveteens, 2/3, 2/9, 2/11 to 5/-. 2000 yards Plain and Fancy Serges, 1/6, 2/6 to 4/11. 600 yards Twill Meltons, 48-inch, 1/4 yd. 500 yards Fancy Meltons, 42-inch, 1/- to 1/6 yard. 800 yards Hopsack Tweeds, 44-inch, 3/- to 4/-. 1400 Dress Robes (novelties) 21/-, 25/-, 30/- to 4/-. 200 yards Cheviot Tweeds, 42-inch, 2/- yard. [144, 1125, 269, 1229]
australian-sub: CABLES. [728, 1016, 767, 1027]
ad-heading: J. R. & A. H. TRIPE, [25, 1676, 117, 1688]
divider [564, 229, 660, 230]
crop-cell [583, 857, 610, 867]
parliamentary-text: The first session of the twelfth Parliament was opened to-day by commission, the Commissioners being Hon. Mr Miller (Speaker of the Legislative Council), Sir Patrick Buckley and Hons. Montgomery and Baillie. About twenty members of the Council were present, the attendance of the public being confined to a few ladies. On the members of the House being summoned to the Council Chamber, about forty appeared headed by the Premier and Ministers. The commission was then read by Mr Miller, and the letters patent by the Clerk of Council. Mr Miller then stated His Excellency would be pleased to attend the chamber at 2.30 p.m. to-morrow, to deliver his speech. In the same he directed the representatives to return to their chambers and proceed to the election of Speaker, having chosen him to attend the Government House at 12 noon to-morrow, there to present their choice for His Excellency's approval. The members of the Lower House then withdrew to their Chamber, where they were sworn in in batches of four by Mr Friend, Clerk to the House, in the presence of crowded galleries. The swearing-in ceremony having concluded, the House proceeded to the ELECTION OF SPEAKER. Mr Saunders said he had been unexpectedly called upon to propose the Speaker, and, as the oldest surviving member who had entered the House with Sir Maurice O'Rorke, he begged to propose that hon. member for the position. He had not under all the Speakers who had filled the chair since Sir Chas. Clifford, but no one had shown more natural fitness for the office as Sir Maurice O'Rorke. Mr W. Kelly (Bay of Plenty) seconded the motion. Mr Hall-Jones moved as an amendment, that Mr W. J. Steward (the late Speaker) be elected to the position. Mr Earnshaw seconded the amendment. The Hon. Mr Seddon had great pleasure in supporting the election of Sir Maurice O'Rorke, whom he welcomed back to the Council of the nation. Had Sir Maurice been in the last Parliament there would not be two new requests to make for the honours of the Chair as throughout the Australian colonies that great ceremony, that in recent times, showed his trained ability to manage such men. The Hon. Mr Mitchelson supported the motion, and Sir Maurice O'Rorke thanked the House for the honour. [820, 92, 969, 696]
table-row [550, 826, 674, 847]
cable-line: THE LIBERALS AND THE LORDS. [692, 174, 803, 196]
money-text: MONEY to Lend, in Large or Small Sums, on the security of Freehold Land, at Current Rates of Interest. Town Properties accepted if ample margin be offered. [144, 1672, 269, 1724]
crop-header-cell [550, 795, 583, 816]
crop-cell: 1.42 [659, 878, 674, 888]
ad-text: FOR SALE—Numerous Town and Suburban Properties, including building sites in most desirable positions. £400 to Lend, in one or two sums, on Rural Land. [9, 760, 134, 812]
column-4 [410, 44, 545, 2197]
parliamentary-heading: PARLIAMENTARY [820, 50, 969, 69]
column-7 [816, 44, 975, 2197]
notice-sub: REGULAR AUCTION SALES [145, 453, 267, 464]
ad-text: THE s.s. QUEEN OF THE SOUTH, Captain HARVEY, will leave WELLINGTON every MONDAY and THURSDAY. FOXTON—every WEDNESDAY and SATURDAY. F. R. YOUNG, Agent s.s. Napier. [9, 1298, 134, 1372]
ad-text: HAVE ON SALE, and to arrive,— Well-selected stocks of all the best Grass Seeds, Clovers, and Forage Plants including— Rye Grass—Poverty Bay, Southland, and well-established local pastures. Cocksfoot—Town, machine-dressed, and farmers' parcels. Timothy—Best locally-grown and imported stocks. Crested Dogstail, Meadow Foxtail, Meadow Fescue, White Clover, Cow Grass, Alsyke, Red Clover, Trefoil, Lucerne and other Clovers. New Season's Seed imported direct from the most reliable English seed houses. Price-lists and Samples forwarded on application. Consignors are requested to kindly state probable requirements when asking for quotations. [9, 121, 134, 340]
australian-lines: "SALTING" GOLD MINES. MORE PROTECTIVE DUTIES. [691, 1027, 804, 1059]
press-tag: (PER PRESS ASSOCIATION.) AUCKLAND, June 21. [564, 247, 660, 268]
column-2 [139, 44, 274, 2197]
crop-header-cell: Acres. [588, 800, 609, 810]
ad-foxton [9, 1241, 133, 1380]
divider [564, 893, 660, 894]
divider [835, 1321, 955, 1322]
table-row [550, 816, 674, 826]
nzcf-heading: N.Z.C.F. [159, 574, 254, 604]
ad-sherwill [9, 468, 133, 716]
tuapeka-text: A "Star" special says:—In order to make up and the fight for the Tuapeka seat, efforts are being made to induce Mr Earnslaw to resign. If the latter declines Mr Scobie McKenzie will go in his favor. [550, 1227, 675, 1300]
samoa-heading: War Resumed at Samoa. [989, 851, 1096, 863]
divider [150, 883, 262, 886]
divider [150, 1442, 262, 1445]
supplementary-heading: SUPPLEMENTARY SHIPMENTS. [166, 891, 247, 912]
ad-subheading: Back of the Corporation Buildings. [24, 1210, 119, 1232]
africa-text: A decision has been come to whereby England virtually cancels the lease of the territory between Lake Tanganyika and Lake Albert Edward. Germany allowing Mr Cecil Rhodes to construct an uninterrupted telegraph line between the Cape and the Nile. The Times considers it will be impossible for Great Britain to accept Mr Rhodes' proposed South African project which dates against foreign goods, unless the whole nation assents. The proposal involves an entire change of policy, and must embrace all the colonies. [550, 1344, 675, 1511]
local-news-text: This morning as Mr Schapleski was crossing the Kiwitea ford near Mr Robinson's with a three-horse load of oats and flour, his dray capsized, and about half the load was damaged. The mishap was caused by a log which lies in the stream on the far side of the ford, from Feilding and which cannot be removed by anyone crossing until they are on it. Several other narrow escapes from accident have occurred at the same place. The Mutual Improvement Society held a meeting. In the debate as regards "Would it be just and beneficial for the State to control the accumulation of large fortunes, and apply the superabundance to the wholesale lessening of poverty?" This subject will be discussed at Palmerston on Wednesday next between the Palmerston and Feilding Societies, the latter taking the affirmative. The question was well debated, and the result was that the Feilding side were voted ahead of the speakers. [279, 1534, 404, 1826]
divider [429, 1425, 525, 1426]
divider [429, 1523, 525, 1524]
press-tag: (Per Press Association.) INVERCARGILL, This Day. [433, 1554, 521, 1574]
ad-tripe [9, 1671, 133, 1804]
notice-intro: THE NEW ZEALAND LOAN & MERCANTILE AGENCY COMPANY (Ltd.) [148, 90, 265, 120]
kirkcaldie-signature: KIRKCALDIE & STAINS, THE DIRECT TRADERS, WELLINGTON. [153, 1406, 260, 1438]
local-news-text: Mr W. W. Tomlinson, of Sanson, has leased the Sanson Town Hall for Saturday for a skating rink. It was opened Saturday night, when there was a good attendance and skating was very heartily indulged in. It was his first official signature, and he signed it J. Smith, mate of Arcadia. "That's not the right way to spell your name," said a country councillor. "Oh, get out," retorted the mayor, "as I've been buying horses this twenty year." Owing to the election of Sir Maurice O'Rorke as Speaker of the House, the necessity for the declaration of the Parliamentary buildings no longer exists. The sentry boxes will now be turned into candles, and the undertaker's will once more flourish in peace. The Committee of the Feilding Debating Society met last evening and decided to have the first debate on July 9th. The subject chosen was—"Would prohibition of the sale of intoxicants compensate for any injustice done or loss occasioned thereby?" A special meeting of the committee of the Feilding Branch of the Society for the Prevention of Cruelty to Animals, held at Mr Roads's office last night, Mr F. Flavell was re-appointed special constable for the Oroua district on behalf of the Society. At Antwerp pigeon, evidently blown out to sea, met the s.s. Hauroto about 400 miles from Wellington, and having wandered the hot one time settling, she attracted attempts were made to capture the bird, until, on Monday evening, overcome by exhaustion, it fell on the deck and was secured. There was a good attendance of members of the Manchester Rifles last night when the corps was inspected by Lieut.-Col. Newall. The band of the work fell on the commissioned officers, who acquitted themselves very creditably. After the parade Lieut.-Colonel Newall expressed himself well pleased with the efficiency and soldierly appearance of the men. [279, 810, 404, 1383]
press-tag: (PER PRESS ASSOCIATION.) PAHIATUA, June 21. [699, 1395, 796, 1416]
barque-sub: THE CAPTAIN AND TWO SAILORS DROWNED. [423, 1210, 531, 1231]
crop-cell: 29,867 [587, 847, 609, 857]
kirkcaldie-text: Special Show in Velveteens. Special Show in New Serges. New Blankets and Flannels. New Eider Down Bed Quilts. Modern Ideas in Gentle Mantles. Modern Ideas in Door Rods and Blinds. SUCCESSFUL PURCHASES OF HOME AGENTS. GOODS WITHIN THE REACH OF EVERYBODY. [144, 988, 269, 1092]
undertaking-text: The Committee appointed to look into the question of the Nicaragua Canal recommends the issue of stock to the amount of £20,000,000 for the carrying out of the work, and that the work be supervised by three United States army engineers. Mr Milson's new books arrived to-day. John Cobbe has received per s.s. "Ruapehu," one case containing 48 ladies' and children's macintoshes, latest shapes, also a parcel of 25 French robes. These goods having been bought by missus shipped to London during April instead of February have arrived five weeks after time. In order to clear them out at once they will be sold at Colonial wholesale prices. [550, 1859, 675, 2068]
press-tag: (PER PRESS ASSOCIATION.) LONDON, June 21. [564, 1322, 660, 1343]
divider [994, 1069, 1091, 1070]
domestic-text: 1500 pairs English Blankets, 10/-, 12/6 to 30/- pair. 150 Eider Down Bed Quilts, 19/6, 21/- to 100/-. 100 Stripe Rug Blankets, 7/6, 10/-, 12/- to 20/- each. 1000 yards red Flannel, 9½d, 11½d, 1/0½ to 2/9. 50 pieces White Sheeting (full width) 9¼d to 1/2 yard. 100 pieces Grey Sheeting (full width) 7¼ to 1/- yard. 20 pieces Coloured Tick, 8¼d; Union Ticks, 9¼d. 100 pieces American Leather 5/9 piece (12 yards). RARE NOVELTIES IN FUR BOAS (Very Cheap). Correspondence Invited. [144, 1247, 269, 1403]
sandilands-sub: BARRISTER AND SOLICITOR, FEATHERSTON STREET, FEILDING. Branch Office: BIRMINGHAM. [146, 1629, 267, 1671]
notice-text: Of best quality, for sale at lowest market prices. [144, 429, 269, 450]
ad-heading: MR GREENWOOD (Senior), [27, 1412, 115, 1436]
